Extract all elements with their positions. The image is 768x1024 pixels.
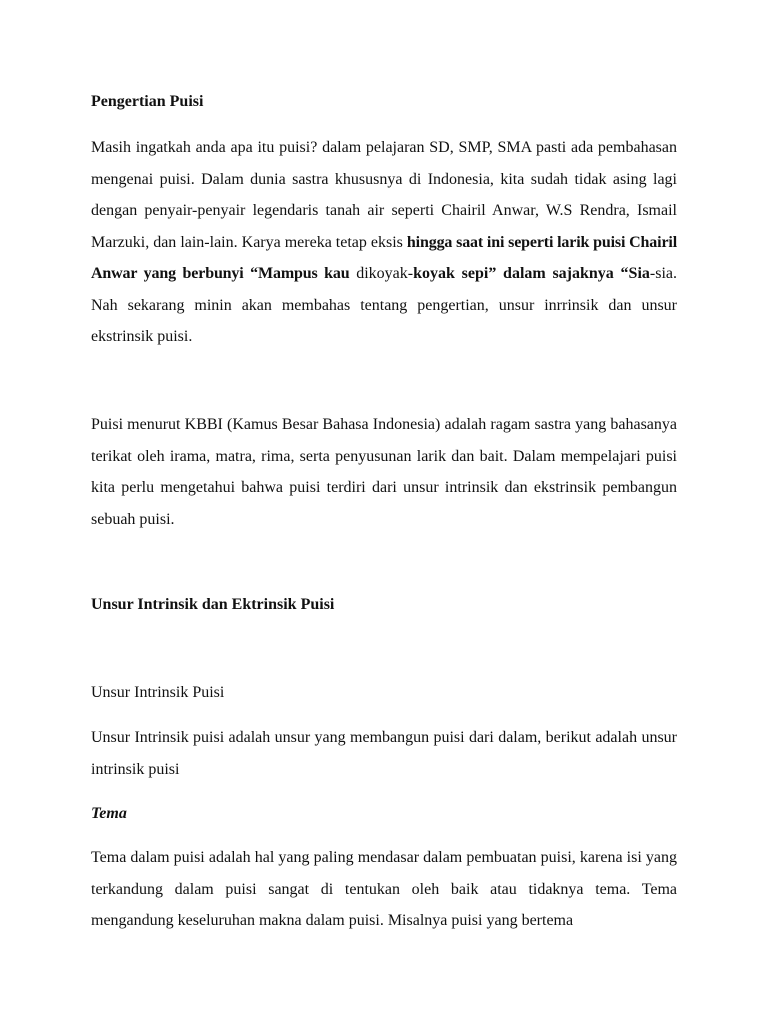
paragraph-intro-bold-d: koyak sepi” dalam sajaknya “Sia [413, 265, 650, 282]
paragraph-intro [91, 132, 677, 353]
paragraph-tema: Tema dalam puisi adalah hal yang paling mendasar dalam pembuatan puisi, karena isi yang terkandung dalam puisi sangat di tentukan oleh baik atau tidaknya tema. Tema mengandung keseluruhan makna dalam puisi. Misalnya puisi yang bertema [91, 849, 677, 929]
paragraph-intro-bold-b: hingga saat ini seperti larik puisi Chairil Anwar yang berbunyi “Mampus kau [91, 233, 677, 282]
paragraph-kbbi-definition: Puisi menurut KBBI (Kamus Besar Bahasa Indonesia) adalah ragam sastra yang bahasanya terikat oleh irama, matra, rima, serta penyusunan larik dan bait. Dalam mempelajari puisi kita perlu mengetahui bahwa puisi terdiri dari unsur intrinsik dan ekstrinsik pembangun sebuah puisi. [91, 416, 677, 528]
subheading-unsur-intrinsik-puisi: Unsur Intrinsik Puisi [91, 684, 225, 701]
paragraph-intro-text-e: -sia. Nah sekarang minin akan membahas tentang pengertian, unsur inrrinsik dan unsur ekstrinsik puisi. [91, 265, 677, 345]
heading-unsur-intrinsik-ekstrinsik: Unsur Intrinsik dan Ektrinsik Puisi [91, 596, 335, 613]
paragraph-intro-text-c: dikoyak- [349, 265, 414, 282]
paragraph-unsur-intrinsik: Unsur Intrinsik puisi adalah unsur yang membangun puisi dari dalam, berikut adalah unsur intrinsik puisi [91, 729, 677, 778]
paragraph-intro-text-a: Masih ingatkah anda apa itu puisi? dalam pelajaran SD, SMP, SMA pasti ada pembahasan mengenai puisi. Dalam dunia sastra khususnya di Indonesia, kita sudah tidak asing lagi dengan penyair-penyair legendaris tanah air seperti Chairil Anwar, W.S Rendra, Ismail Marzuki, dan lain-lain. Karya mereka tetap eksis [91, 139, 677, 251]
subheading-tema: Tema [91, 805, 127, 822]
heading-pengertian-puisi: Pengertian Puisi [91, 93, 204, 110]
